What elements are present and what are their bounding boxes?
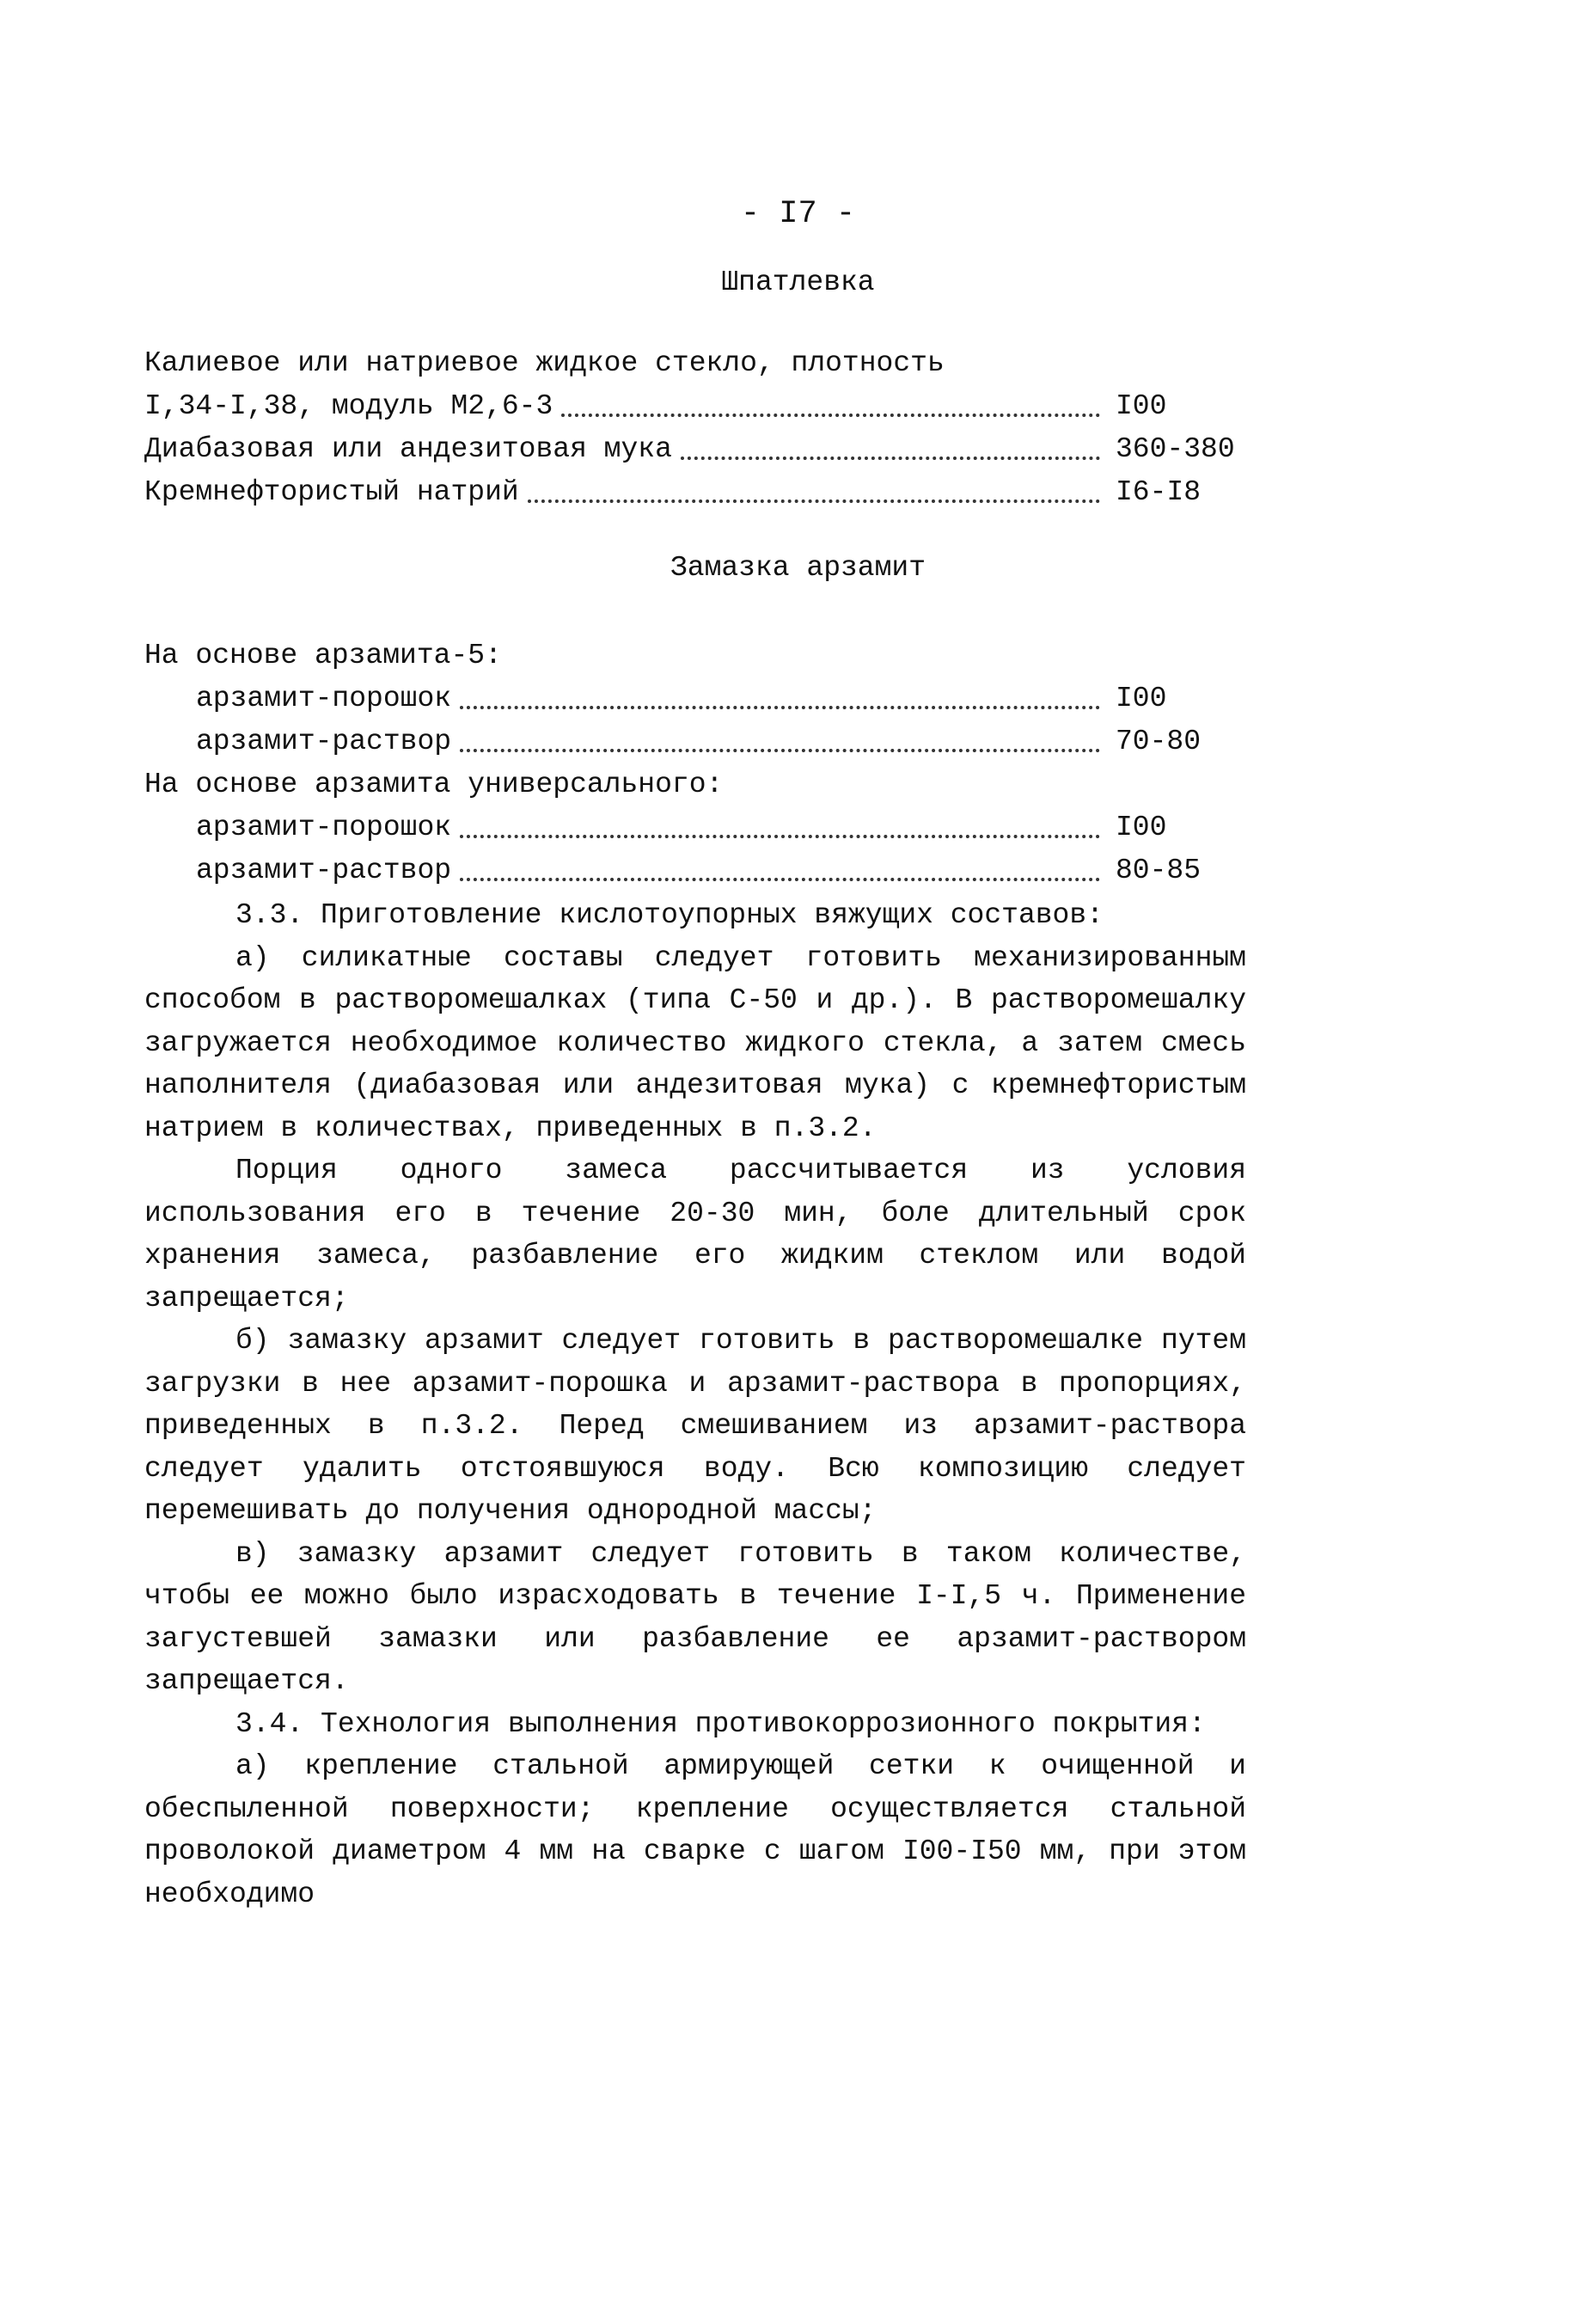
clause-heading: 3.3. Приготовление кислотоупорных вяжущих составов: xyxy=(235,899,1104,931)
component-name: Диабазовая или андезитовая мука xyxy=(144,433,672,465)
component-quantity: 70-80 xyxy=(1116,726,1202,757)
clause-heading: 3.4. Технология выполнения противокоррозионного покрытия: xyxy=(235,1707,1206,1740)
recipe-row xyxy=(144,428,1244,471)
component-name: арзамит-раствор xyxy=(196,726,452,757)
component-name: Калиевое или натриевое жидкое стекло, плотность xyxy=(144,347,945,379)
recipe-row xyxy=(144,720,1244,763)
dot-leader xyxy=(672,428,1116,471)
component-quantity: I6-I8 xyxy=(1116,476,1202,508)
component-name: арзамит-раствор xyxy=(196,855,452,886)
component-quantity: I00 xyxy=(1116,390,1167,422)
dot-leader xyxy=(451,849,1116,892)
component-name: На основе арзамита-5: xyxy=(144,640,502,671)
body-text xyxy=(144,894,1246,1915)
dot-leader xyxy=(451,720,1116,763)
component-name: Кремнефтористый натрий xyxy=(144,476,519,508)
recipe-row xyxy=(144,849,1244,892)
section-title-putty: Шпатлевка xyxy=(721,267,875,298)
component-quantity: I00 xyxy=(1116,812,1167,843)
arzamit-recipe-list xyxy=(144,634,1244,892)
component-quantity: I00 xyxy=(1116,683,1167,714)
putty-recipe-list xyxy=(144,342,1244,514)
paragraph: б) замазку арзамит следует готовить в растворомешалке путем загрузки в нее арзамит-порошка и арзамит-раствора в пропорциях, приведенных в п.3.2. Перед смешиванием из арзамит-раствора следует удалить отстоявшуюся воду. Всю композицию следует перемешивать до получения однородной массы; xyxy=(144,1325,1246,1527)
paragraph: в) замазку арзамит следует готовить в таком количестве, чтобы ее можно было израсходовать в течение I-I,5 ч. Применение загустевшей замазки или разбавление ее арзамит-раствором запрещается. xyxy=(144,1537,1246,1697)
dot-leader xyxy=(519,471,1116,514)
component-name: I,34-I,38, модуль М2,6-3 xyxy=(144,390,553,422)
paragraph: а) крепление стальной армирующей сетки к очищенной и обеспыленной поверхности; крепление осуществляется стальной проволокой диаметром 4 мм на сварке с шагом I00-I50 мм, при этом необходимо xyxy=(144,1750,1246,1910)
component-name: На основе арзамита универсального: xyxy=(144,769,724,800)
dot-leader xyxy=(451,806,1116,849)
recipe-row xyxy=(144,677,1244,720)
dot-leader xyxy=(553,385,1116,428)
component-name: арзамит-порошок xyxy=(196,812,452,843)
paragraph: Порция одного замеса рассчитывается из условия использования его в течение 20-30 мин, боле длительный срок хранения замеса, разбавление его жидким стеклом или водой запрещается; xyxy=(144,1155,1246,1314)
recipe-row xyxy=(144,806,1244,849)
paragraph: а) силикатные составы следует готовить механизированным способом в растворомешалках (типа С-50 и др.). В растворомешалку загружается необходимое количество жидкого стекла, а затем смесь наполнителя (диабазовая или андезитовая мука) с кремнефтористым натрием в количествах, приведенных в п.3.2. xyxy=(144,941,1246,1144)
recipe-group-label xyxy=(144,763,1244,806)
recipe-row xyxy=(144,385,1244,428)
dot-leader xyxy=(451,677,1116,720)
recipe-row xyxy=(144,471,1244,514)
component-name: арзамит-порошок xyxy=(196,683,452,714)
recipe-row xyxy=(144,342,1244,385)
component-quantity: 360-380 xyxy=(1116,433,1235,465)
section-title-arzamit: Замазка арзамит xyxy=(670,552,926,584)
page-number: - I7 - xyxy=(740,196,856,232)
component-quantity: 80-85 xyxy=(1116,855,1202,886)
recipe-group-label xyxy=(144,634,1244,677)
